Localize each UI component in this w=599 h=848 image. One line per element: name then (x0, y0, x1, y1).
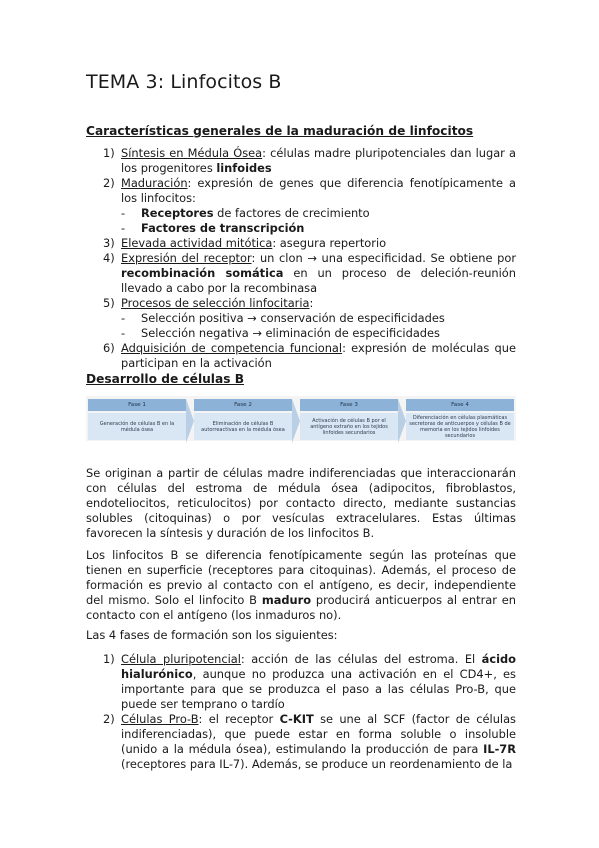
sub-dash: - (121, 221, 126, 235)
item-text: : células madre pluripotenciales dan lugar a los progenitores (121, 146, 516, 175)
item-term: Adquisición de competencia funcional (121, 341, 343, 355)
phase-description: Diferenciación en células plasmáticas secretoras de anticuerpos y células B de memoria en los tejidos linfoides secundarios (406, 413, 514, 440)
item-number: 5) (103, 296, 115, 310)
arrow-right-icon (292, 399, 300, 443)
phase-3 (300, 399, 406, 440)
sub-dash: - (121, 206, 126, 220)
sub-text: Selección positiva → conservación de especificidades (141, 311, 445, 325)
arrow-right-icon (398, 399, 406, 443)
item-term: Elevada actividad mitótica (121, 236, 273, 250)
phase-header: Fase 1 (88, 399, 186, 411)
paragraph-origen: Se originan a partir de células madre indiferenciadas que interaccionarán con células del estroma de médula ósea (adipocitos, fibroblastos, endoteliocitos, reticulocitos) por contacto directo, mediante sustancias solubles (citoquinas) o por vesículas extracelulares. Estas últimas favorecen la síntesis y duración de los linfocitos B. (86, 466, 516, 540)
para-bold: maduro (261, 593, 312, 607)
item-term: Célula pluripotencial (121, 652, 241, 666)
sub-dash: - (121, 311, 126, 325)
phase-description: Eliminación de células B autorreactivas en la médula ósea (194, 413, 292, 440)
sub-item (86, 221, 516, 236)
para-text: Los linfocitos B se diferencia fenotípicamente según las proteínas que tienen en superficie (receptores para citoquinas). Además, el proceso de formación es previo al contacto con el antígeno, es decir, independiente del mismo. Solo el linfocito B (86, 548, 516, 607)
item-text: : asegura repertorio (272, 236, 387, 250)
paragraph-fases-intro: Las 4 fases de formación son los siguientes: (86, 628, 338, 642)
item-term: Maduración (121, 176, 188, 190)
item-number: 4) (103, 251, 115, 265)
item-text-cont: en un proceso de deleción-reunión llevado a cabo por la recombinasa (121, 266, 516, 295)
item-number: 2) (103, 712, 115, 726)
paragraph-diferenciacion (86, 548, 516, 623)
phase-2 (194, 399, 300, 440)
item-text: : el receptor (198, 712, 280, 726)
item-bold: ácido hialurónico (121, 652, 516, 681)
page-title: TEMA 3: Linfocitos B (86, 71, 282, 93)
fases-list (86, 652, 516, 772)
phase-diagram (86, 396, 516, 441)
sub-text: de factores de crecimiento (213, 206, 370, 220)
item-bold-2: IL-7R (483, 742, 516, 756)
sub-dash: - (121, 326, 126, 340)
arrow-right-icon (186, 399, 194, 443)
list-item (86, 176, 516, 206)
item-text: : acción de las células del estroma. El (240, 652, 482, 666)
sub-item (86, 326, 516, 341)
sub-text: Selección negativa → eliminación de especificidades (141, 326, 440, 340)
list-item (86, 146, 516, 176)
sub-bold: Factores de transcripción (141, 221, 305, 235)
list-item (86, 341, 516, 371)
phase-header: Fase 2 (194, 399, 292, 411)
item-text-cont-2: (receptores para IL-7). Además, se produce un reordenamiento de la (121, 757, 513, 771)
item-text-cont: se une al SCF (factor de células indiferenciadas), que puede estar en forma soluble o insoluble (unido a la médula ósea), estimulando la producción de para (121, 712, 516, 756)
item-text: : (309, 296, 314, 310)
item-bold: recombinación somática (121, 266, 284, 280)
item-term: Procesos de selección linfocitaria (121, 296, 310, 310)
item-text: : expresión de genes que diferencia fenotípicamente a los linfocitos: (121, 176, 516, 205)
phase-4 (406, 399, 514, 440)
phase-description: Activación de células B por el antígeno extraño en los tejidos linfoides secundarios (300, 413, 398, 440)
para-text-cont: producirá anticuerpos al entrar en contacto con el antígeno (los inmaduros no). (86, 593, 516, 622)
phase-1 (88, 399, 194, 440)
section-heading-maduracion: Características generales de la maduración de linfocitos (86, 124, 474, 138)
list-item (86, 251, 516, 296)
sub-bold: Receptores (141, 206, 214, 220)
item-number: 1) (103, 652, 115, 666)
list-item (86, 296, 516, 311)
item-term: Expresión del receptor (121, 251, 252, 265)
list-item (86, 712, 516, 772)
phase-description: Generación de células B en la médula ósea (88, 413, 186, 440)
item-term: Células Pro-B (121, 712, 199, 726)
phase-header: Fase 4 (406, 399, 514, 411)
sub-item (86, 206, 516, 221)
item-term: Síntesis en Médula Ósea (121, 146, 263, 160)
item-number: 1) (103, 146, 115, 160)
sub-item (86, 311, 516, 326)
item-number: 6) (103, 341, 115, 355)
list-item (86, 652, 516, 712)
item-bold: linfoides (216, 161, 272, 175)
item-text: : expresión de moléculas que participan en la activación (121, 341, 516, 370)
item-number: 2) (103, 176, 115, 190)
list-item (86, 236, 516, 251)
item-number: 3) (103, 236, 115, 250)
maduracion-list (86, 146, 516, 371)
phase-header: Fase 3 (300, 399, 398, 411)
item-bold: C-KIT (279, 712, 314, 726)
section-heading-desarrollo: Desarrollo de células B (86, 372, 244, 386)
item-text: : un clon → una especificidad. Se obtiene por (251, 251, 516, 265)
item-text-cont: , aunque no produzca una activación en el CD4+, es importante para que se produzca el paso a las células Pro-B, que puede ser temprano o tardío (121, 667, 516, 711)
